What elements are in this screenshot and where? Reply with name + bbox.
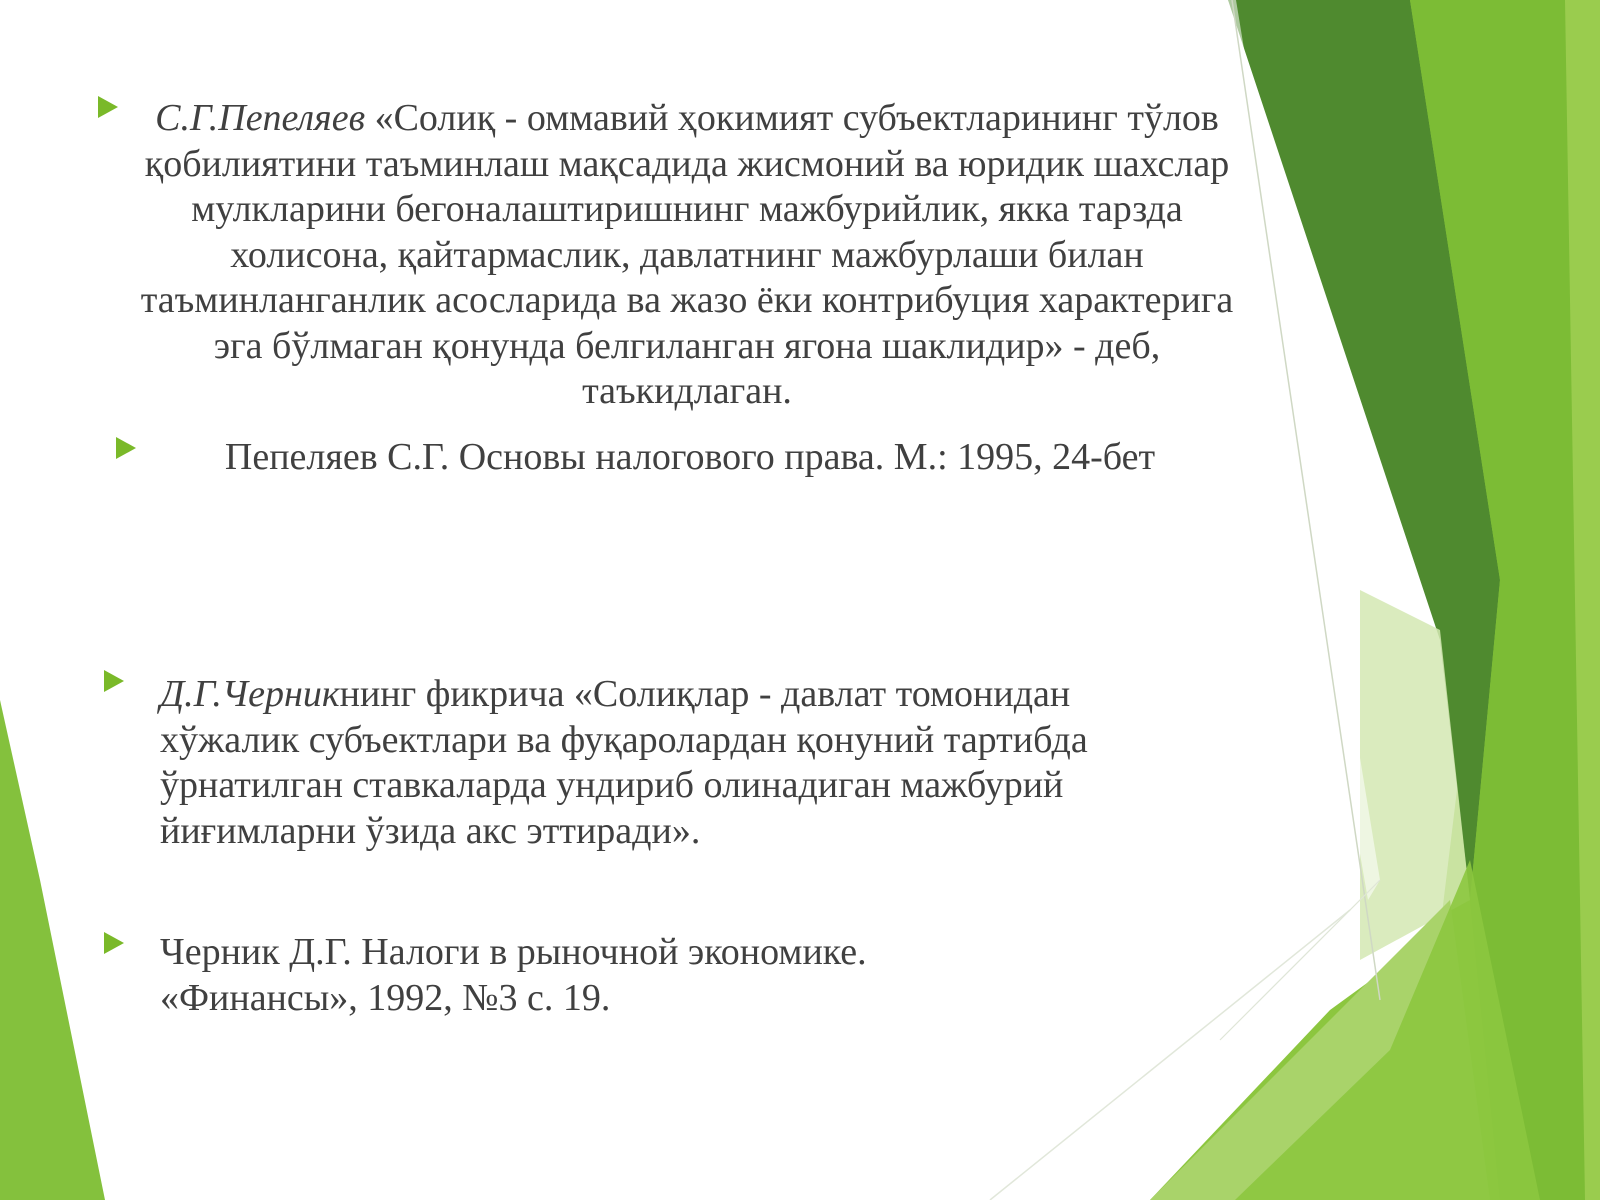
bullet-arrow-icon bbox=[104, 932, 124, 954]
quote-author: Д.Г.Черник bbox=[160, 673, 340, 715]
source-text: Пепеляев С.Г. Основы налогового права. М.: 1995, 24-бет bbox=[224, 436, 1156, 478]
quote-text: «Солиқ - оммавий ҳокимият субъектларининг тўлов қобилиятини таъминлаш мақсадида жисмоний ва юридик шахслар мулкларини бегоналаштиришнинг мажбурийлик, якка тарзда холисона, қайтармаслик, давлатнинг мажбурлаши билан таъминланганлик асосларида ва жазо ёки контрибуция характерига эга бўлмаган қонунда белгиланган ягона шаклидир» - деб, таъкидлаган. bbox=[140, 97, 1234, 412]
left-green-shape bbox=[0, 700, 105, 1200]
quote-author: С.Г.Пепеляев bbox=[155, 97, 366, 139]
bullet-arrow-icon bbox=[104, 670, 124, 692]
source-text: Черник Д.Г. Налоги в рыночной экономике. «Финансы», 1992, №3 с. 19. bbox=[160, 931, 867, 1019]
bullet-arrow-icon bbox=[116, 437, 136, 459]
source-chernik bbox=[160, 930, 1040, 1021]
source-pepelyaev bbox=[150, 435, 1230, 481]
quote-pepelyaev bbox=[132, 96, 1242, 415]
quote-text: нинг фикрича «Солиқлар - давлат томонидан хўжалик субъектлари ва фуқаролардан қонуний тартибда ўрнатилган ставкаларда ундириб олинадиган мажбурий йиғимларни ўзида акс эттиради». bbox=[160, 673, 1088, 852]
quote-chernik bbox=[160, 672, 1170, 854]
bullet-arrow-icon bbox=[98, 96, 118, 118]
